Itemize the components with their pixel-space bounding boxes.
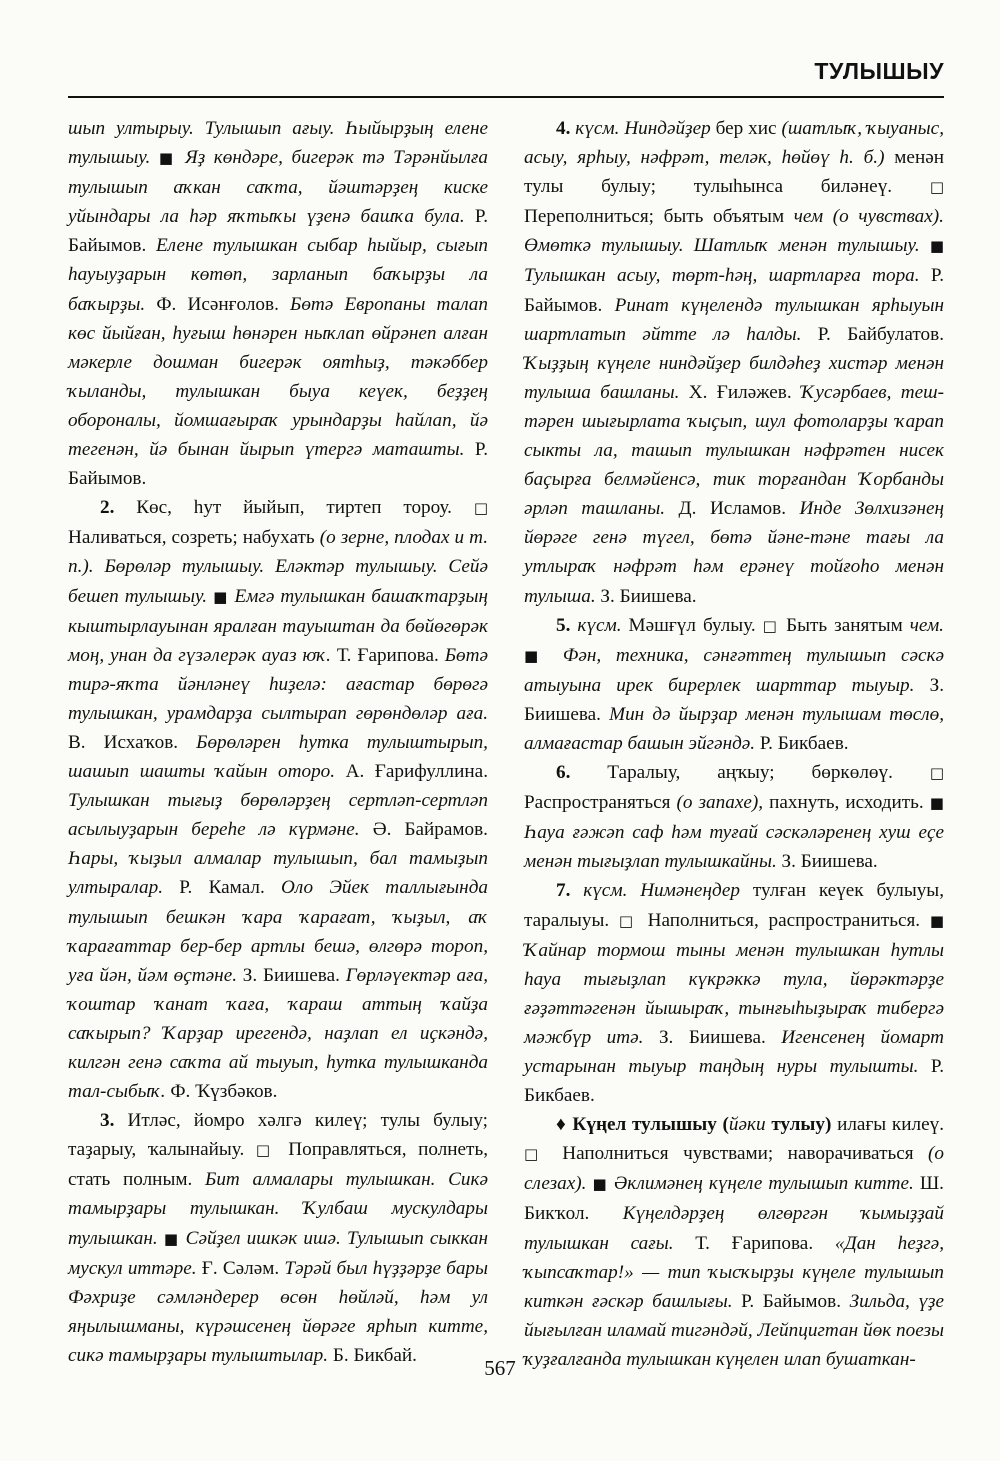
text-segment: Мин дә йырҙар менән тулышам төслө, алмағастар башын эйгәндә. (524, 703, 944, 754)
text-segment: (шатлыҡ, ҡыуаныс, асыу, ярһыу, нәфрәт, теләк, һөйөү һ. б.) (524, 118, 944, 169)
text-segment: Х. Ғиләжев. (679, 381, 801, 403)
text-segment: Переполниться; быть объятым (524, 206, 794, 228)
marker-symbol: ■ (929, 794, 944, 813)
text-segment: күсм. Нимәнеңдер (570, 880, 741, 902)
text-segment: Б. Бикбай. (328, 1344, 417, 1366)
text-segment: күсм. Ниндәйҙер (570, 118, 711, 139)
text-segment: Һауа ғәжәп саф һәм туғай сәскәләренең хуш еҫе менән тығыҙлап тулышкайны. (524, 822, 944, 873)
text-segment: Игенсенең йомарт устарынан тыуыр таңдың нуры тулышты. (524, 1026, 944, 1077)
text-segment: Оло Эйек таллығында тулышып бешкән ҡара ҡарағат, ҡыҙыл, аҡ ҡарағаттар бер-бер артлы бешә, өлгөрә тороп, уға йән, йәм өҫтәне. (68, 877, 488, 986)
text-segment: Т. Ғарипова. (673, 1232, 835, 1254)
text-segment: Бит алмалары тулышкан. Сикә тамырҙары тулышкан. Ҡулбаш мускулдары тулышкан. (68, 1169, 488, 1249)
text-segment: Р. Байымов. (524, 265, 944, 316)
marker-symbol: ■ (929, 911, 944, 930)
text-segment: чем. (909, 614, 944, 636)
page-number: 567 (484, 1356, 516, 1380)
text-segment: Һары, ҡыҙыл алмалар тулышып, бал тамыҙып ултыралар. (68, 848, 488, 899)
text-segment: З. Биишева. (595, 585, 697, 607)
text-segment: Яҙ көндәре, бигерәк тә Тәрәнйылға тулышып аҡкан саҡта, йәштәрҙең киске уйындары ла һәр яҡтыҡы үҙенә башҡа була. (68, 147, 488, 228)
left-column (68, 114, 489, 1366)
text-segment: Тулышкан асыу, төрт-һәң, шартларға тора. (524, 265, 920, 287)
text-segment: З. Биишева. (643, 1026, 782, 1048)
text-segment: 3. (100, 1110, 115, 1132)
marker-symbol: □ (473, 499, 488, 518)
text-segment: Тәрәй был һүҙҙәрҙе бары Фәхриҙе сәмләндерер өсөн һөйләй, һәм ул яңылышманы, күрәшсенең йөрәге ярһып китте, сикә тамырҙары тулыштылар. (68, 1257, 489, 1366)
dictionary-paragraph (68, 114, 488, 493)
text-segment: Ш. Бикҡол. (524, 1173, 944, 1225)
text-segment: Быть занятым (779, 614, 910, 636)
marker-symbol: □ (929, 764, 944, 783)
text-segment: Көс, һут йыйып, тиртеп тороу. (114, 497, 474, 519)
marker-symbol: □ (762, 616, 780, 635)
text-segment: тулыу) (765, 1114, 832, 1136)
text-segment: (о запахе), (676, 792, 764, 814)
text-segment: 6. (556, 762, 571, 784)
marker-symbol: ■ (592, 1175, 608, 1194)
marker-symbol: □ (524, 1145, 548, 1164)
text-segment: Ә. Байрамов. (359, 819, 488, 841)
text-segment: күсм. (570, 614, 622, 636)
text-segment: Р. Байымов. (68, 439, 488, 490)
text-segment: 5. (556, 614, 571, 636)
header-rule (68, 96, 944, 98)
text-segment: Д. Исламов. (665, 498, 800, 520)
marker-symbol: ■ (158, 149, 177, 168)
text-segment: В. Исхаҡов. (68, 731, 197, 753)
text-segment: Ҡусәрбаев, теш-тәрен шығырлата ҡыҫып, шул фотоларҙы ҡарап сыкты ла, ташып тулышкан нәфрәтен нисек баҫырға белмәйенсә, тик торғандан Ҡорбанды әрләп ташланы. (524, 381, 944, 520)
text-segment: Зильда, үҙе йығылған иламай тигәндәй, Лейпцигтан йөк поезы ҡуҙғалғанда тулышкан күңелен илап бушаткан- (524, 1290, 945, 1370)
text-segment: Наливаться, созреть; набухать (68, 527, 320, 549)
marker-symbol: ■ (929, 237, 944, 256)
text-segment: Ф. Исәнғолов. (145, 293, 291, 315)
text-segment: (о слезах). (524, 1143, 944, 1195)
text-segment: Ринат күңелендә тулышкан ярһыуын шартлатып әйтте лә һалды. (524, 294, 944, 345)
text-segment: йәки (728, 1114, 766, 1136)
text-segment: З. Биишева. (524, 674, 944, 725)
text-segment: Бөрөләрен һутка тулыштырып, шашып шашты ҡайын оторо. (68, 731, 488, 783)
marker-symbol: ■ (524, 646, 549, 665)
text-segment: Наполниться чувствами; наворачиваться (547, 1143, 929, 1165)
text-segment: Итләс, йомро хәлгә килеү; тулы булыу; таҙарыу, ҡалынайыу. (68, 1110, 488, 1161)
text-segment: Т. Ғарипова. (330, 644, 445, 666)
text-segment: Елене тулышкан сыбар һыйыр, сығып һауыуҙарын көтөп, зарланып баҡырҙы ла баҡырҙы. (68, 235, 488, 315)
text-segment: пахнуть, исходить. (763, 792, 930, 814)
text-segment: Емгә тулышкан башаҡтарҙың кыштырлауынан яралған тауыштан да бөйөгөрәк моң, унан да гүзәлерәк ауаз юҡ. (68, 585, 488, 666)
text-segment: Ғ. Сәләм. (196, 1257, 285, 1279)
dictionary-paragraph (524, 758, 944, 876)
text-segment: бер хис (710, 118, 782, 139)
right-column (524, 114, 945, 1370)
text-segment: Күңелдәрҙең өлгөргән ҡымыҙҙай тулышкан сағы. (524, 1203, 944, 1254)
text-segment: тулған кеүек булыуы, таралыуы. (524, 880, 944, 931)
text-segment: Ҡыҙҙың күңеле ниндәйҙер билдәһеҙ хистәр менән тулыша башланы. (524, 352, 944, 403)
text-segment: Р. Бикбаев. (755, 732, 849, 754)
text-segment: 7. (556, 880, 571, 902)
text-segment: З. Биишева. (776, 851, 878, 873)
text-segment: Ҡайнар тормош тыны менән тулышкан һутлы һауа тығыҙлап күкрәккә тула, йөрәктәрҙе ғәҙәттәгенән йышыраҡ, тынғыһыҙыраҡ тибергә мәжбүр итә. (524, 939, 944, 1048)
running-head: ТУЛЫШЫУ (814, 58, 944, 84)
text-segment: 2. (100, 497, 115, 519)
text-segment: шып ултырыу. Тулышып ағыу. Һыйырҙың елене тулышыу. (68, 118, 488, 169)
text-segment: менән тулы булыу; тулыһынса биләнеү. (524, 147, 944, 198)
text-segment: Фән, техника, сәнғәттең тулышып сәскә атыуына ирек бирерлек шарттар тыуыр. (524, 644, 944, 696)
dictionary-paragraph (524, 1110, 944, 1374)
dictionary-paragraph (524, 876, 944, 1110)
text-segment: Бөтә тирә-яҡта йәнләнеү һиҙелә: ағастар бөрөгә тулышкан, урамдарҙа сылтырап гөрөндөләр аға. (68, 644, 488, 724)
marker-symbol: □ (618, 911, 638, 930)
text-segment: ♦ Күңел тулышыу ( (556, 1114, 729, 1136)
text-segment: Әклимәнең күңеле тулышып китте. (607, 1173, 914, 1195)
marker-symbol: □ (929, 178, 944, 197)
text-segment: Бөтә Европаны талап көс йыйған, һуғыш һөнәрен ныҡлап өйрәнеп алған мәкерле дошман бигерәк оятһыҙ, тәкәббер ҡыланды, тулышкан быуа кеүек, беҙҙең обороналы, йомшағыраҡ урындарҙы һайлап, йә тегенән, йә бынан йырып үтергә маташты. (68, 293, 488, 461)
text-segment: Инде Зөлхизәнең йөрәге генә түгел, бөтә йәне-тәне тағы ла утлыраҡ нәфрәт һәм ерәнеү тойғоһо менән тулыша. (524, 498, 944, 607)
text-segment: Гөрләүектәр аға, ҡоштар ҡанат ҡаға, ҡараш аттың ҡайҙа саҡырып? Ҡарҙар ирегендә, наҙлап ел иҫкәндә, килгән генә саҡта ай тыуып, һутка тулышканда тал-сыбыҡ. (68, 964, 488, 1103)
text-segment: Сәйҙел ишкәк ишә. Тулышып сыккан мускул иттәре. (68, 1227, 488, 1279)
text-segment: «Дан һеҙгә, ҡыпсаҡтар!» — тип ҡысҡырҙы күңеле тулышып киткән ғәскәр башлығы. (524, 1232, 944, 1312)
marker-symbol: ■ (163, 1229, 180, 1248)
dictionary-paragraph (68, 493, 488, 1106)
text-segment: Поправляться, полнеть, стать полным. (68, 1139, 488, 1191)
text-segment: З. Биишева. (237, 964, 346, 986)
marker-symbol: □ (255, 1141, 277, 1160)
text-segment: Наполниться, распространиться. (637, 909, 930, 931)
dictionary-paragraph (524, 114, 944, 611)
text-segment: Мәшғүл булыу. (621, 614, 763, 636)
text-segment: Тулышкан тығыҙ бөрөләрҙең сертләп-сертләп асылыуҙарын береһе лә күрмәне. (68, 790, 488, 841)
text-segment: Р. Байбулатов. (801, 323, 944, 345)
dictionary-paragraph (524, 611, 944, 758)
dictionary-paragraph (68, 1106, 488, 1370)
text-segment: Ф. Ҡүзбәков. (165, 1081, 278, 1103)
text-segment: Р. Байымов. (68, 206, 489, 257)
marker-symbol: ■ (213, 587, 229, 606)
text-segment: Р. Камал. (163, 877, 282, 899)
text-segment: 4. (556, 118, 571, 139)
text-segment: (о зерне, плодах и т. п.). Бөрөләр тулышыу. Елəктəр тулышыу. Сейә бешеп тулышыу. (68, 527, 488, 607)
text-segment: Р. Бикбаев. (524, 1056, 944, 1107)
text-segment: Таралыу, аңҡыу; бөркөлөү. (570, 762, 930, 784)
text-segment: илағы килеү. (831, 1114, 944, 1136)
text-segment: чем (о чувствах). Өмөткә тулышыу. Шатлыҡ менән тулышыу. (524, 206, 944, 257)
text-segment: А. Ғарифуллина. (335, 761, 488, 783)
text-segment: Р. Байымов. (732, 1290, 850, 1312)
text-segment: Распространяться (524, 792, 677, 814)
